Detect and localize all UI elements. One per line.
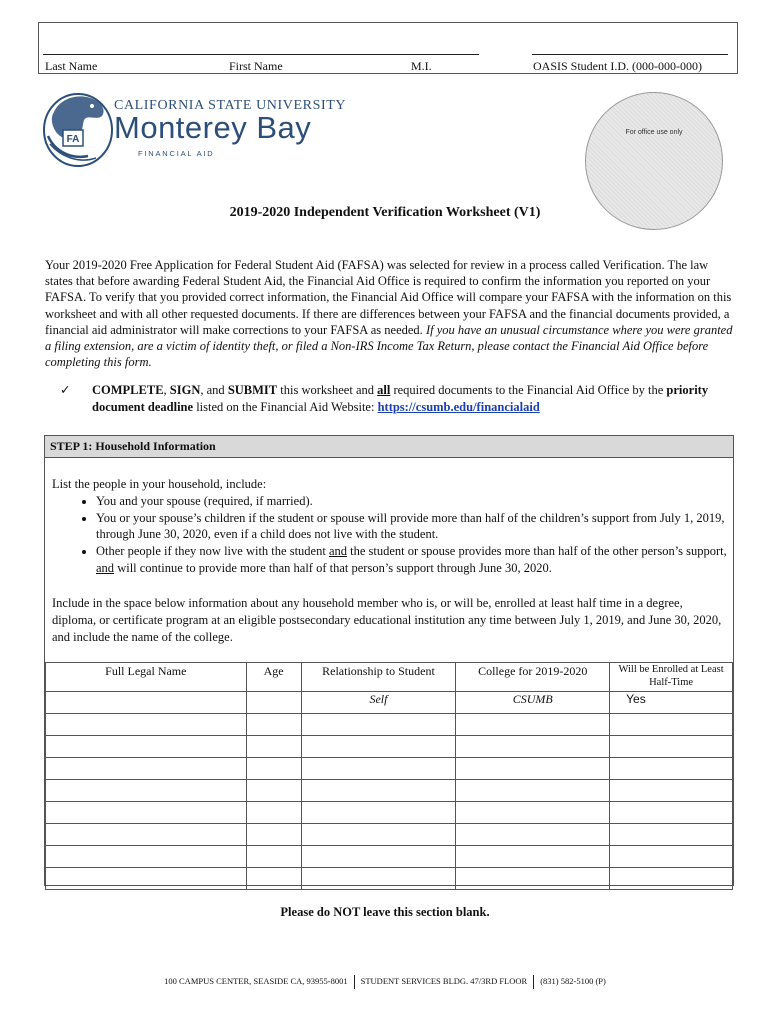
step1-section bbox=[44, 435, 734, 886]
col-age: Age bbox=[246, 663, 301, 692]
table-row bbox=[46, 824, 733, 846]
cell-name[interactable] bbox=[46, 692, 247, 714]
checkmark-icon: ✓ bbox=[60, 383, 71, 397]
logo-department: FINANCIAL AID bbox=[138, 149, 215, 158]
table-header-row bbox=[46, 663, 733, 692]
submit-instructions bbox=[60, 382, 730, 416]
logo-campus: Monterey Bay bbox=[114, 110, 312, 145]
list-intro: List the people in your household, include: bbox=[52, 477, 267, 491]
footer-divider bbox=[533, 975, 534, 989]
name-line[interactable] bbox=[43, 54, 479, 55]
last-name-label: Last Name bbox=[45, 59, 98, 73]
intro-italic: If you have an unusual circumstance where you were granted a filing extension, are a victim of identity theft, or filed a Non-IRS Income Tax Return, please contact the Financial Aid Office before completing this form. bbox=[45, 322, 733, 370]
page-footer bbox=[0, 975, 770, 989]
page-title: 2019-2020 Independent Verification Worksheet (V1) bbox=[229, 205, 541, 220]
mi-label: M.I. bbox=[411, 59, 432, 73]
table-row bbox=[46, 736, 733, 758]
footer-phone: (831) 582-5100 (P) bbox=[540, 975, 606, 986]
table-row bbox=[46, 868, 733, 890]
table-row bbox=[46, 758, 733, 780]
list-item: • Other people if they now live with the student and the student or spouse provides more than half of the other person’s support, and will continue to provide more than half of that person’s support through June 30, 2020. bbox=[96, 543, 727, 577]
first-name-label: First Name bbox=[229, 59, 283, 73]
table-row bbox=[46, 692, 733, 714]
student-id-label: OASIS Student I.D. (000-000-000) bbox=[533, 59, 702, 73]
otter-seal-icon bbox=[40, 90, 114, 170]
list-item: • You and your spouse (required, if married). bbox=[96, 493, 727, 510]
office-use-label: For office use only bbox=[625, 129, 683, 136]
step1-heading: STEP 1: Household Information bbox=[45, 436, 733, 458]
cell-college[interactable]: CSUMB bbox=[456, 692, 610, 714]
table-row bbox=[46, 714, 733, 736]
footer-address: 100 CAMPUS CENTER, SEASIDE CA, 93955-8001 bbox=[164, 975, 348, 986]
financial-aid-link[interactable]: https://csumb.edu/financialaid bbox=[377, 400, 540, 414]
household-list bbox=[52, 493, 727, 577]
seal-letters: FA bbox=[66, 134, 80, 145]
footer-building: STUDENT SERVICES BLDG. 47/3RD FLOOR bbox=[360, 975, 528, 986]
household-instructions bbox=[52, 476, 727, 577]
cell-relationship[interactable]: Self bbox=[301, 692, 456, 714]
table-row bbox=[46, 846, 733, 868]
footer-divider bbox=[354, 975, 355, 989]
col-enrolled: Will be Enrolled at Least Half-Time bbox=[610, 663, 733, 692]
intro-body: Your 2019-2020 Free Application for Federal Student Aid (FAFSA) was selected for review in a process called Verification. The law states that before awarding Federal Student Aid, the Financial Aid Office is required to confirm the information you reported on your FAFSA. To verify that you provided correct information, the Financial Aid Office will compare your FAFSA with the information on this worksheet and with all other requested documents. If there are differences between your FAFSA and the financial documents provided, a financial aid administrator will make corrections to your FAFSA as needed. bbox=[45, 258, 732, 337]
col-full-name: Full Legal Name bbox=[46, 663, 247, 692]
col-college: College for 2019-2020 bbox=[456, 663, 610, 692]
cell-enrolled[interactable]: Yes bbox=[610, 692, 733, 714]
instruction-text: COMPLETE, SIGN, and SUBMIT this worksheet and all required documents to the Financial Aid Office by the priority document deadline listed on the Financial Aid Website: https://csumb.edu/financialaid bbox=[92, 383, 709, 414]
student-id-line[interactable] bbox=[532, 54, 728, 55]
household-table bbox=[45, 662, 733, 890]
list-item: • You or your spouse’s children if the student or spouse will provide more than half of the children’s support from July 1, 2019, through June 30, 2020, even if a child does not live with the student. bbox=[96, 510, 727, 544]
student-info-box bbox=[38, 22, 738, 74]
intro-paragraph bbox=[45, 257, 733, 370]
logo-university: CALIFORNIA STATE UNIVERSITY bbox=[114, 98, 347, 113]
table-row bbox=[46, 802, 733, 824]
cell-age[interactable] bbox=[246, 692, 301, 714]
enrollment-instructions: Include in the space below information about any household member who is, or will be, enrolled at least half time in a degree, diploma, or certificate program at an eligible postsecondary educational institution any time between July 1, 2019, and June 30, 2020, and include the name of the college. bbox=[52, 596, 722, 644]
col-relationship: Relationship to Student bbox=[301, 663, 456, 692]
table-row bbox=[46, 780, 733, 802]
csumb-logo bbox=[40, 88, 347, 172]
blank-section-notice: Please do NOT leave this section blank. bbox=[280, 905, 490, 919]
